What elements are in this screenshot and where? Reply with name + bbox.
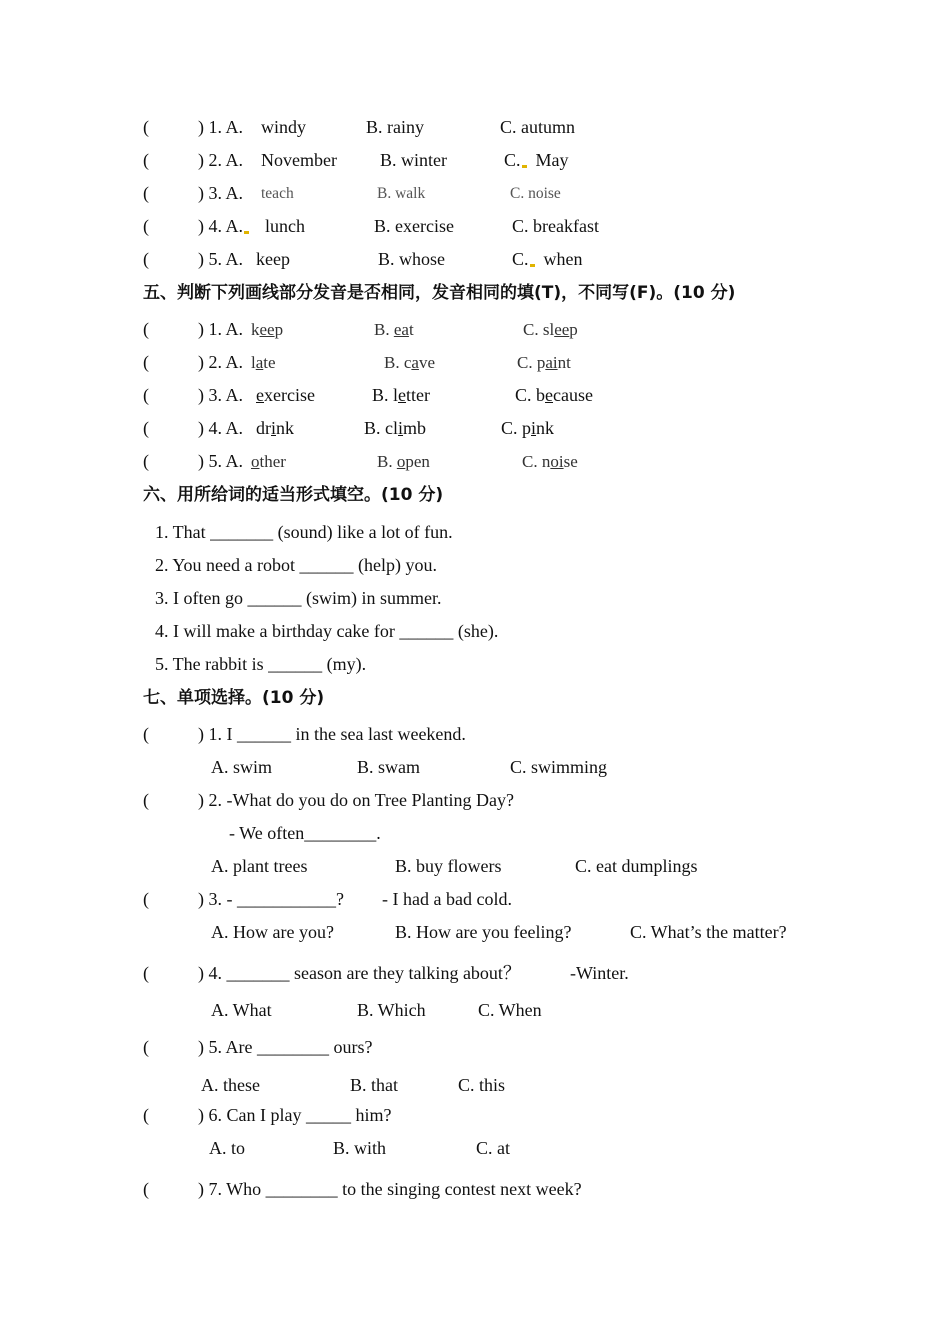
- option-c: C. sleep: [523, 320, 578, 339]
- answer-paren: (: [143, 183, 149, 203]
- option-c: C. What’s the matter?: [630, 922, 787, 942]
- answer-paren: (: [143, 889, 149, 909]
- option-a: A. What: [211, 1000, 272, 1020]
- option-b: B. eat: [374, 320, 414, 339]
- question-number: ) 2. A.: [198, 150, 243, 170]
- option-c: C. breakfast: [512, 216, 599, 236]
- option-b: B. whose: [378, 249, 445, 269]
- section-5-title: 五、判断下列画线部分发音是否相同，发音相同的填(T)，不同写(F)。(10 分): [143, 283, 736, 303]
- answer-paren: (: [143, 216, 149, 236]
- question-response: -Winter.: [570, 963, 629, 983]
- option-c-letter: C.: [512, 249, 529, 269]
- answer-paren: (: [143, 1037, 149, 1057]
- question-response: - I had a bad cold.: [382, 889, 512, 909]
- option-c: C. this: [458, 1075, 506, 1095]
- question-text: ) 5. Are ________ ours?: [198, 1037, 373, 1057]
- answer-paren: (: [143, 117, 149, 137]
- option-c: C. because: [515, 385, 593, 405]
- option-b: B. with: [333, 1138, 387, 1158]
- option-c-letter: C.: [504, 150, 521, 170]
- option-a: A. How are you?: [211, 922, 334, 942]
- option-a: A. swim: [211, 757, 273, 777]
- fill-item-3: 3. I often go ______ (swim) in summer.: [155, 588, 442, 608]
- option-c: C. pink: [501, 418, 555, 438]
- question-number: ) 3. A.: [198, 183, 243, 203]
- answer-paren: (: [143, 724, 149, 744]
- option-c: C. noise: [510, 185, 561, 202]
- question-number: ) 4. A.: [198, 418, 243, 438]
- option-c: C. When: [478, 1000, 542, 1020]
- option-b: B. Which: [357, 1000, 426, 1020]
- answer-paren: (: [143, 150, 149, 170]
- answer-paren: (: [143, 451, 149, 471]
- question-text: ) 7. Who ________ to the singing contest next week?: [198, 1179, 582, 1199]
- question-text: ) 1. I ______ in the sea last weekend.: [198, 724, 466, 744]
- option-b: B. climb: [364, 418, 427, 438]
- question-number: ) 5. A.: [198, 451, 243, 471]
- option-b: B. buy flowers: [395, 856, 502, 876]
- fill-item-4: 4. I will make a birthday cake for ______ (she).: [155, 621, 499, 641]
- edit-mark: [244, 231, 249, 234]
- option-a: A. plant trees: [211, 856, 308, 876]
- question-number-text: ) 4. A.: [198, 216, 243, 236]
- option-b: B. walk: [377, 185, 426, 202]
- question-response: - We often________.: [229, 823, 381, 843]
- answer-paren: (: [143, 352, 149, 372]
- question-number: ) 3. A.: [198, 385, 243, 405]
- option-a: windy: [261, 117, 306, 137]
- question-text: ) 6. Can I play _____ him?: [198, 1105, 392, 1125]
- fill-item-1: 1. That _______ (sound) like a lot of fun.: [155, 522, 453, 542]
- fill-item-2: 2. You need a robot ______ (help) you.: [155, 555, 437, 575]
- option-c: C. swimming: [510, 757, 608, 777]
- question-number: ) 2. A.: [198, 352, 243, 372]
- option-c: [512, 248, 583, 270]
- section-6-title: 六、用所给词的适当形式填空。(10 分): [143, 485, 444, 505]
- option-c-word: when: [543, 249, 583, 269]
- option-a: A. to: [209, 1138, 245, 1158]
- edit-mark: [522, 165, 527, 168]
- option-c: C. autumn: [500, 117, 575, 137]
- question-number: ) 5. A.: [198, 249, 243, 269]
- option-b: B. exercise: [374, 216, 454, 236]
- section-7-title: 七、单项选择。(10 分): [143, 688, 325, 708]
- question-text: ) 3. - ___________?: [198, 889, 344, 909]
- option-c: [504, 149, 569, 171]
- answer-paren: (: [143, 790, 149, 810]
- answer-paren: (: [143, 1179, 149, 1199]
- option-a: other: [251, 452, 286, 471]
- question-text: ) 4. _______ season are they talking about？: [198, 963, 521, 983]
- option-a: teach: [261, 185, 294, 202]
- edit-mark: [530, 264, 535, 267]
- question-text: ) 2. -What do you do on Tree Planting Day?: [198, 790, 514, 810]
- answer-paren: (: [143, 418, 149, 438]
- question-number: [198, 215, 249, 237]
- answer-paren: (: [143, 385, 149, 405]
- option-a: drink: [256, 418, 295, 438]
- option-a: November: [261, 150, 337, 170]
- option-a: lunch: [265, 216, 305, 236]
- option-b: B. How are you feeling?: [395, 922, 572, 942]
- option-b: B. cave: [384, 353, 435, 372]
- option-b: B. swam: [357, 757, 420, 777]
- option-a: keep: [256, 249, 290, 269]
- option-a: late: [251, 353, 276, 372]
- option-b: B. rainy: [366, 117, 424, 137]
- option-c: C. eat dumplings: [575, 856, 698, 876]
- option-b: B. letter: [372, 385, 431, 405]
- option-c-word: May: [535, 150, 569, 170]
- option-a: A. these: [201, 1075, 260, 1095]
- answer-paren: (: [143, 319, 149, 339]
- option-c: C. at: [476, 1138, 510, 1158]
- option-a: keep: [251, 320, 284, 339]
- option-c: C. noise: [522, 452, 578, 471]
- option-b: B. that: [350, 1075, 398, 1095]
- answer-paren: (: [143, 963, 149, 983]
- option-b: B. winter: [380, 150, 447, 170]
- question-number: ) 1. A.: [198, 117, 243, 137]
- option-a: exercise: [256, 385, 315, 405]
- question-number: ) 1. A.: [198, 319, 243, 339]
- option-b: B. open: [377, 452, 430, 471]
- fill-item-5: 5. The rabbit is ______ (my).: [155, 654, 367, 674]
- option-c: C. paint: [517, 353, 571, 372]
- answer-paren: (: [143, 249, 149, 269]
- answer-paren: (: [143, 1105, 149, 1125]
